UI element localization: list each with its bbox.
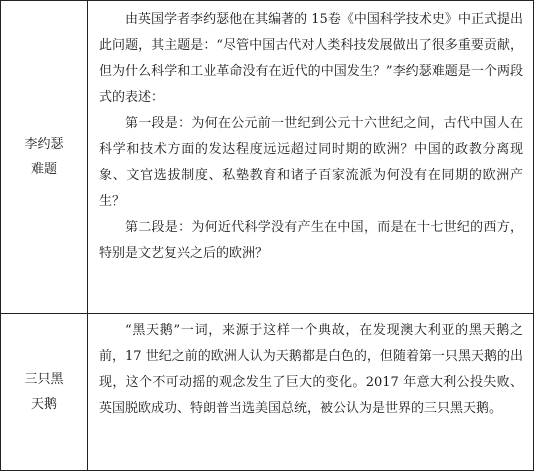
paragraph-intro: 由英国学者李约瑟他在其编著的 15卷《中国科学技术史》中正式提出此问题，其主题是：“尽管中国古代对人类科技发展做出了很多重要贡献，但为什么科学和工业革命没有在近代的中国发生？”李约瑟难题是一个两段式的表述： <box>99 12 523 105</box>
paragraph-second-part: 第二段是：为何近代科学没有产生在中国，而是在十七世纪的西方，特别是文艺复兴之后的欧洲？ <box>99 220 523 261</box>
paragraph-first-part: 第一段是：为何在公元前一世纪到公元十六世纪之间，古代中国人在科学和技术方面的发达程度远远超过同时期的欧洲？中国的政教分离现象、文官选拔制度、私塾教育和诸子百家流派为何没有在同期的欧洲产生？ <box>99 116 523 209</box>
row-label-cell <box>1 1 88 313</box>
row-content-cell <box>88 314 533 470</box>
row-label: 三只黑天鹅 <box>24 372 64 412</box>
table-row-needham <box>1 1 533 314</box>
row-content-cell <box>88 1 533 313</box>
row-label: 李约瑟难题 <box>24 137 64 177</box>
row-label-cell <box>1 314 88 470</box>
paragraph-black-swan: “黑天鹅”一词，来源于这样一个典故，在发现澳大利亚的黑天鹅之前，17 世纪之前的欧洲人认为天鹅都是白色的，但随着第一只黑天鹅的出现，这个不可动摇的观念发生了巨大的变化。2017 年意大利公投失败、英国脱欧成功、特朗普当选美国总统，被公认为是世界的三只黑天鹅。 <box>99 323 523 416</box>
table-row-black-swans <box>1 314 533 470</box>
